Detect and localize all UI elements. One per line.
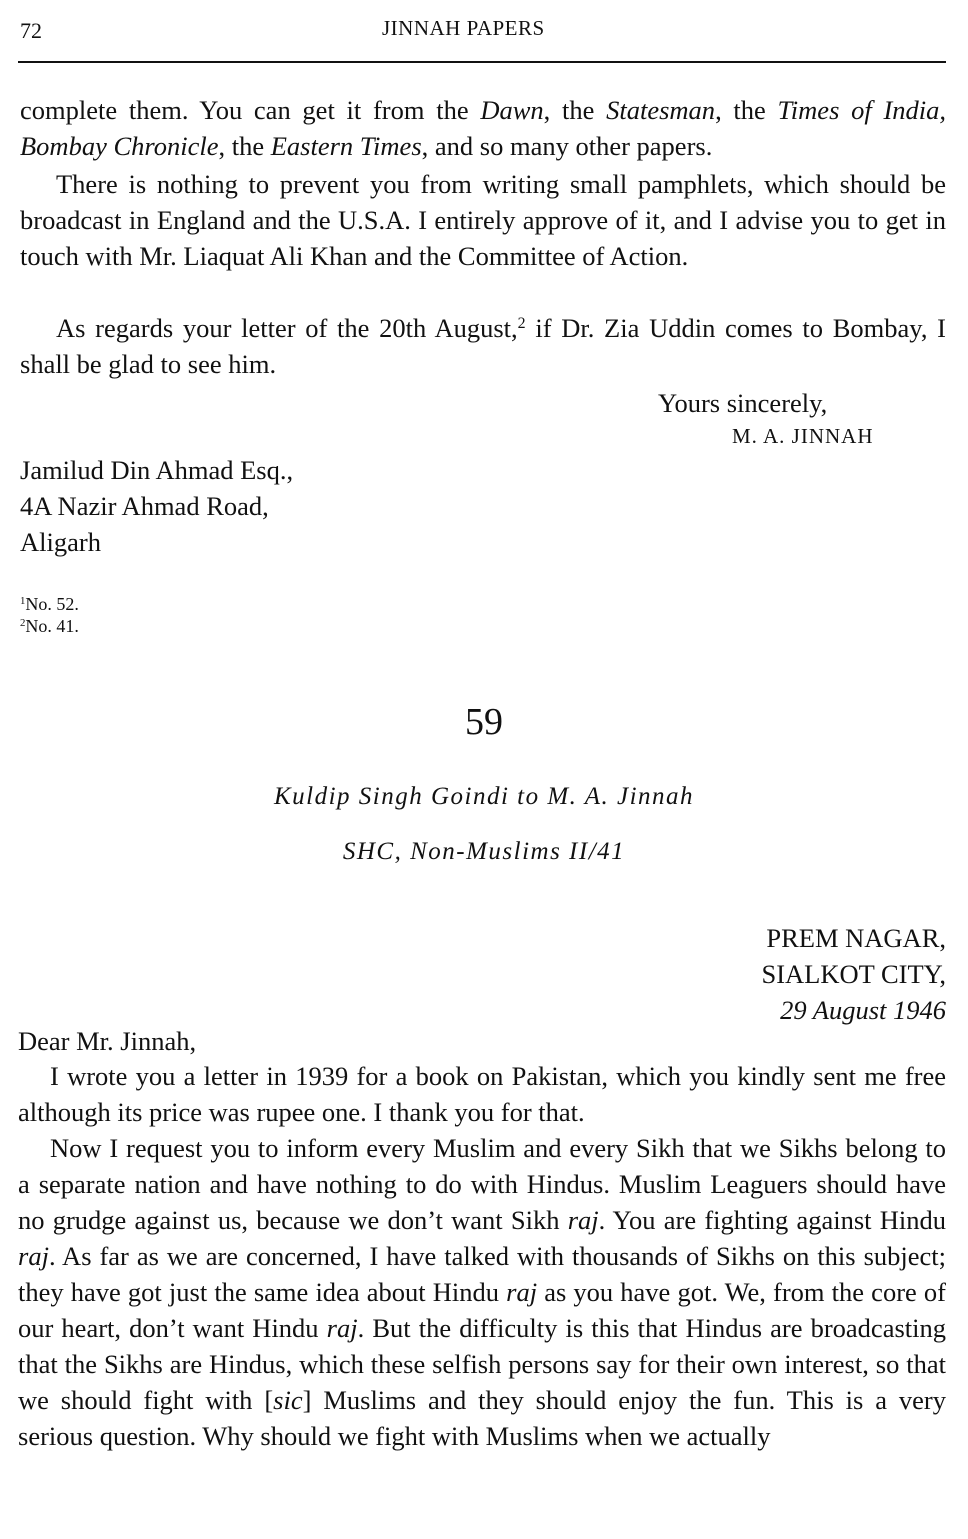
footnote-ref-2: 2 xyxy=(517,315,526,333)
closing: Yours sincerely, xyxy=(658,388,828,418)
address-line: Aligarh xyxy=(20,527,101,557)
letter-date: 29 August 1946 xyxy=(780,995,946,1025)
paragraph-continuation: complete them. You can get it from the Dawn, the Statesman, the Times of India, Bombay Chronicle, the Eastern Times, and so many other papers. xyxy=(20,95,947,161)
newspaper-times-of-india: Times of India, Bombay Chronicle xyxy=(20,95,947,161)
newspaper-eastern-times: Eastern Times xyxy=(270,131,422,161)
address-line: PREM NAGAR, xyxy=(766,923,946,953)
newspaper-statesman: Statesman xyxy=(606,95,716,125)
running-title: JINNAH PAPERS xyxy=(382,16,545,40)
recipient-address xyxy=(20,452,293,560)
newspaper-dawn: Dawn xyxy=(480,95,544,125)
page-number: 72 xyxy=(20,18,42,43)
document-source: SHC, Non-Muslims II/41 xyxy=(342,838,626,865)
document-title: Kuldip Singh Goindi to M. A. Jinnah xyxy=(273,783,695,810)
address-line: SIALKOT CITY, xyxy=(761,959,946,989)
document-number: 59 xyxy=(465,701,503,743)
footnote: $^2$No. 41. xyxy=(20,616,79,636)
footnotes xyxy=(20,593,79,637)
paragraph-pamphlets: There is nothing to prevent you from writing small pamphlets, which should be broadcast in England and the U.S.A. I entirely approve of it, and I advise you to get in touch with Mr. Liaquat Ali Khan and the Committee of Action. xyxy=(20,169,946,271)
address-line: 4A Nazir Ahmad Road, xyxy=(20,491,269,521)
sender-address xyxy=(761,920,946,1028)
paragraph-letter-reference: As regards your letter of the 20th August,$^2$ if Dr. Zia Uddin comes to Bombay, I shall be glad to see him. xyxy=(20,313,946,379)
paragraph-book-request: I wrote you a letter in 1939 for a book on Pakistan, which you kindly sent me free although its price was rupee one. I thank you for that. xyxy=(18,1061,946,1127)
paragraph-sikh-nation: Now I request you to inform every Muslim and every Sikh that we Sikhs belong to a separate nation and have nothing to do with Hindus. Muslim Leaguers should have no grudge against us, because we don’t want Sikh raj. You are fighting against Hindu raj. As far as we are concerned, I have talked with thousands of Sikhs on this subject; they have got just the same idea about Hindu raj as you have got. We, from the core of our heart, don’t want Hindu raj. But the difficulty is this that Hindus are broadcasting that the Sikhs are Hindus, which these selfish persons say for their own interest, so that we should fight with [sic] Muslims and they should enjoy the fun. This is a very serious question. Why should we fight with Muslims when we actually xyxy=(18,1133,946,1451)
signature: M. A. JINNAH xyxy=(732,424,874,448)
header-rule xyxy=(18,61,946,63)
address-line: Jamilud Din Ahmad Esq., xyxy=(20,455,294,485)
footnote: $^1$No. 52. xyxy=(20,594,79,614)
salutation: Dear Mr. Jinnah, xyxy=(18,1026,197,1056)
